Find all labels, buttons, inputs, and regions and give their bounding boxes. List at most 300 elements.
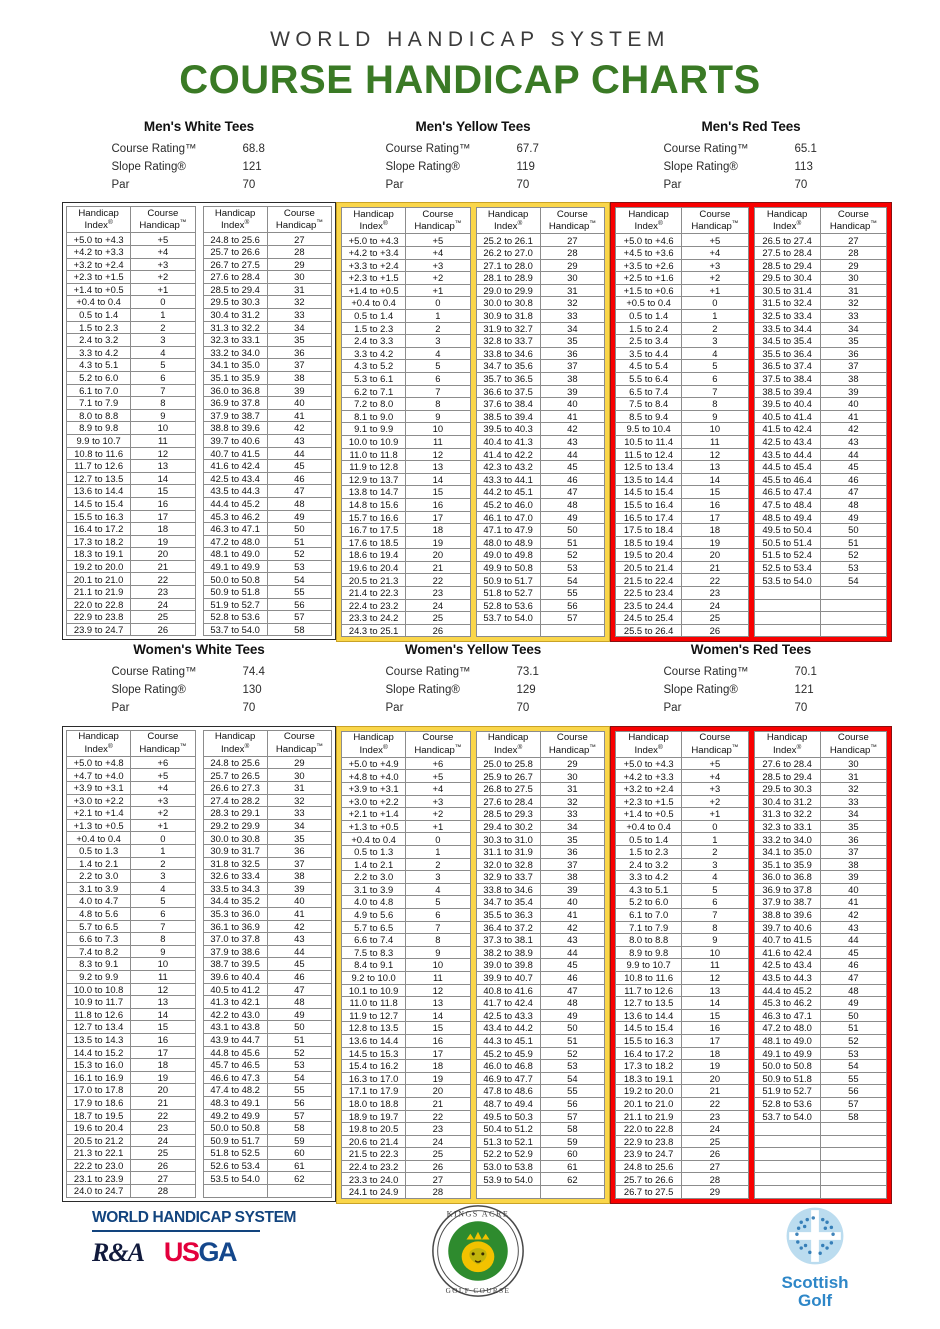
- handicap-index-cell: 25.0 to 25.8: [476, 757, 540, 770]
- handicap-index-cell: +1.4 to +0.5: [342, 284, 406, 297]
- course-handicap-cell: 22: [682, 1097, 748, 1110]
- handicap-index-cell: 33.8 to 34.6: [476, 347, 540, 360]
- table-row: [754, 524, 887, 537]
- table-row: [203, 548, 332, 561]
- column-header-handicap-index: Handicap Index®: [67, 730, 131, 756]
- course-handicap-cell: 7: [406, 921, 470, 934]
- course-handicap-cell: 37: [540, 858, 604, 871]
- course-handicap-cell: 11: [682, 959, 748, 972]
- par-value: 70: [794, 178, 808, 191]
- table-row: [67, 271, 196, 284]
- handicap-index-cell: 17.0 to 17.8: [67, 1084, 131, 1097]
- handicap-index-cell: [476, 624, 540, 637]
- table-row: [616, 934, 749, 947]
- course-handicap-cell: 36: [820, 833, 886, 846]
- handicap-index-cell: [754, 587, 820, 600]
- table-row: [754, 624, 887, 637]
- par-label: Par: [385, 702, 404, 715]
- footer-logos: [0, 1201, 940, 1321]
- handicap-index-cell: 2.5 to 3.4: [616, 335, 682, 348]
- page-title: COURSE HANDICAP CHARTS: [179, 58, 761, 102]
- table-row: [476, 486, 605, 499]
- column-header-course-handicap: Course Handicap™: [406, 208, 470, 234]
- par-row: [386, 700, 561, 718]
- handicap-index-cell: 47.4 to 48.2: [203, 1084, 267, 1097]
- course-handicap-cell: 30: [540, 770, 604, 783]
- table-row: [754, 297, 887, 310]
- slope-rating-row: [112, 159, 287, 177]
- course-handicap-cell: 50: [540, 1022, 604, 1035]
- table-row: [67, 233, 196, 246]
- handicap-index-cell: 7.5 to 8.4: [616, 398, 682, 411]
- course-handicap-cell: 60: [267, 1147, 331, 1160]
- course-handicap-cell: 26: [682, 1148, 748, 1161]
- par-label: Par: [663, 702, 682, 715]
- table-row: [342, 959, 471, 972]
- table-row: [476, 612, 605, 625]
- handicap-index-cell: 27.6 to 28.4: [476, 795, 540, 808]
- handicap-index-cell: 51.9 to 52.7: [203, 598, 267, 611]
- table-header-row: [476, 731, 605, 757]
- course-handicap-cell: 37: [267, 359, 331, 372]
- course-handicap-cell: +4: [406, 247, 470, 260]
- course-handicap-cell: 55: [267, 1084, 331, 1097]
- course-handicap-cell: 33: [267, 309, 331, 322]
- handicap-index-cell: 28.5 to 29.4: [203, 283, 267, 296]
- course-handicap-cell: 46: [540, 473, 604, 486]
- handicap-index-cell: 30.9 to 31.8: [476, 310, 540, 323]
- handicap-index-cell: +3.2 to +2.4: [616, 783, 682, 796]
- course-handicap-cell: 54: [267, 1071, 331, 1084]
- table-row: [342, 808, 471, 821]
- handicap-index-cell: 49.1 to 49.9: [754, 1047, 820, 1060]
- table-row: [342, 486, 471, 499]
- course-handicap-cell: [820, 599, 886, 612]
- kings-acre-golf-course-logo: [430, 1203, 526, 1299]
- course-handicap-cell: 33: [267, 807, 331, 820]
- table-row: [342, 1097, 471, 1110]
- handicap-index-cell: 53.5 to 54.0: [203, 1172, 267, 1185]
- table-row: [616, 498, 749, 511]
- course-handicap-cell: 34: [267, 819, 331, 832]
- course-handicap-cell: 34: [820, 808, 886, 821]
- course-handicap-cell: 21: [682, 1085, 748, 1098]
- course-handicap-cell: 15: [682, 1009, 748, 1022]
- handicap-index-cell: 45.7 to 46.5: [203, 1059, 267, 1072]
- handicap-index-cell: 35.1 to 35.9: [203, 371, 267, 384]
- handicap-index-cell: 32.3 to 33.1: [754, 820, 820, 833]
- handicap-index-cell: 9.2 to 10.0: [342, 971, 406, 984]
- handicap-index-cell: 39.5 to 40.4: [754, 398, 820, 411]
- course-handicap-cell: 57: [540, 1110, 604, 1123]
- chart-block-men-s-red-tees: [610, 119, 892, 642]
- course-handicap-cell: +3: [682, 783, 748, 796]
- table-row: [342, 1173, 471, 1186]
- handicap-index-cell: 10.9 to 11.7: [67, 996, 131, 1009]
- course-handicap-cell: 35: [820, 820, 886, 833]
- course-handicap-cell: 59: [267, 1134, 331, 1147]
- course-handicap-cell: 42: [820, 423, 886, 436]
- handicap-index-cell: 44.4 to 45.2: [754, 984, 820, 997]
- course-handicap-cell: 26: [406, 1160, 470, 1173]
- table-row: [342, 322, 471, 335]
- table-row: [203, 371, 332, 384]
- handicap-index-cell: +2.3 to +1.5: [616, 795, 682, 808]
- course-handicap-cell: 17: [682, 1034, 748, 1047]
- course-handicap-cell: 11: [682, 435, 748, 448]
- table-row: [67, 296, 196, 309]
- table-row: [616, 624, 749, 637]
- course-handicap-cell: 44: [540, 448, 604, 461]
- handicap-index-cell: 44.5 to 45.4: [754, 461, 820, 474]
- handicap-index-cell: 37.0 to 37.8: [203, 933, 267, 946]
- handicap-index-cell: 10.8 to 11.6: [616, 971, 682, 984]
- table-row: [754, 1060, 887, 1073]
- table-row: [203, 996, 332, 1009]
- handicap-index-cell: 26.8 to 27.5: [476, 783, 540, 796]
- course-handicap-cell: 39: [267, 384, 331, 397]
- handicap-index-cell: 14.5 to 15.3: [342, 1047, 406, 1060]
- handicap-index-cell: 18.6 to 19.4: [342, 549, 406, 562]
- course-handicap-cell: 53: [267, 560, 331, 573]
- table-row: [616, 833, 749, 846]
- handicap-index-cell: 46.0 to 46.8: [476, 1060, 540, 1073]
- handicap-index-cell: 27.6 to 28.4: [203, 271, 267, 284]
- handicap-index-cell: 40.8 to 41.6: [476, 984, 540, 997]
- handicap-table-columns: [341, 207, 605, 637]
- course-handicap-cell: 34: [540, 820, 604, 833]
- table-row: [342, 272, 471, 285]
- course-handicap-cell: 15: [131, 485, 195, 498]
- handicap-index-cell: +1.4 to +0.5: [67, 283, 131, 296]
- table-row: [203, 958, 332, 971]
- table-row: [616, 971, 749, 984]
- handicap-index-cell: +2.1 to +1.4: [342, 808, 406, 821]
- course-handicap-cell: 23: [131, 586, 195, 599]
- handicap-index-cell: 15.5 to 16.4: [616, 498, 682, 511]
- table-row: [616, 1110, 749, 1123]
- handicap-index-cell: 21.1 to 21.9: [616, 1110, 682, 1123]
- table-row: [616, 410, 749, 423]
- table-row: [754, 574, 887, 587]
- handicap-table-columns: [66, 206, 332, 636]
- course-handicap-cell: 11: [131, 434, 195, 447]
- table-row: [203, 1185, 332, 1198]
- course-handicap-cell: 25: [406, 1148, 470, 1161]
- table-header-row: [754, 731, 887, 757]
- course-handicap-cell: 23: [406, 587, 470, 600]
- table-row: [616, 360, 749, 373]
- course-rating-row: [386, 664, 561, 682]
- course-handicap-cell: 25: [131, 1147, 195, 1160]
- par-value: 70: [516, 178, 530, 191]
- course-handicap-cell: 48: [820, 984, 886, 997]
- table-row: [342, 372, 471, 385]
- handicap-index-cell: 14.8 to 15.6: [342, 498, 406, 511]
- table-row: [67, 1021, 196, 1034]
- handicap-index-cell: 16.3 to 17.0: [342, 1072, 406, 1085]
- course-handicap-cell: +4: [131, 782, 195, 795]
- course-handicap-cell: 8: [406, 934, 470, 947]
- handicap-index-cell: 31.9 to 32.7: [476, 322, 540, 335]
- course-handicap-cell: 6: [406, 372, 470, 385]
- handicap-index-cell: 15.4 to 16.2: [342, 1060, 406, 1073]
- course-handicap-cell: 15: [131, 1021, 195, 1034]
- handicap-index-cell: 47.2 to 48.0: [754, 1022, 820, 1035]
- table-row: [616, 587, 749, 600]
- handicap-index-cell: 37.6 to 38.4: [476, 398, 540, 411]
- table-row: [67, 548, 196, 561]
- handicap-index-cell: [476, 1186, 540, 1199]
- handicap-index-cell: 19.2 to 20.0: [616, 1085, 682, 1098]
- table-row: [203, 782, 332, 795]
- course-handicap-cell: 62: [267, 1172, 331, 1185]
- slope-rating-row: [112, 682, 287, 700]
- chart-block-men-s-white-tees: [62, 119, 336, 642]
- table-row: [616, 272, 749, 285]
- table-row: [476, 461, 605, 474]
- handicap-index-cell: 6.1 to 7.0: [616, 909, 682, 922]
- course-handicap-cell: 2: [131, 321, 195, 334]
- course-handicap-cell: [820, 612, 886, 625]
- table-row: [342, 971, 471, 984]
- handicap-index-cell: +4.2 to +3.3: [616, 770, 682, 783]
- handicap-index-cell: 41.3 to 42.1: [203, 996, 267, 1009]
- table-row: [754, 1085, 887, 1098]
- table-row: [476, 259, 605, 272]
- course-handicap-cell: 40: [267, 895, 331, 908]
- handicap-table-right: [203, 206, 333, 636]
- handicap-index-cell: 14.5 to 15.4: [67, 497, 131, 510]
- handicap-index-cell: 12.7 to 13.4: [67, 1021, 131, 1034]
- table-row: [476, 1009, 605, 1022]
- course-handicap-cell: 46: [820, 473, 886, 486]
- table-row: [616, 1097, 749, 1110]
- table-row: [476, 909, 605, 922]
- handicap-index-cell: 44.3 to 45.1: [476, 1034, 540, 1047]
- table-row: [67, 756, 196, 769]
- table-row: [203, 794, 332, 807]
- table-row: [67, 510, 196, 523]
- handicap-index-cell: 47.5 to 48.4: [754, 498, 820, 511]
- table-row: [203, 832, 332, 845]
- handicap-table-columns: [66, 730, 332, 1198]
- handicap-index-cell: 48.0 to 48.9: [476, 536, 540, 549]
- table-row: [342, 435, 471, 448]
- table-row: [67, 409, 196, 422]
- handicap-index-cell: 40.5 to 41.4: [754, 410, 820, 423]
- table-row: [754, 946, 887, 959]
- table-row: [476, 284, 605, 297]
- table-row: [203, 1122, 332, 1135]
- course-handicap-cell: 25: [682, 1135, 748, 1148]
- table-row: [342, 1186, 471, 1199]
- course-handicap-cell: 8: [406, 398, 470, 411]
- handicap-index-cell: 35.5 to 36.4: [754, 347, 820, 360]
- table-row: [203, 384, 332, 397]
- course-handicap-cell: 47: [820, 486, 886, 499]
- course-handicap-cell: 19: [406, 536, 470, 549]
- handicap-index-cell: 48.3 to 49.1: [203, 1096, 267, 1109]
- table-row: [476, 599, 605, 612]
- course-handicap-cell: 36: [540, 347, 604, 360]
- table-row: [203, 983, 332, 996]
- course-handicap-cell: 49: [540, 1009, 604, 1022]
- handicap-index-cell: +1.3 to +0.5: [67, 819, 131, 832]
- table-header-row: [203, 207, 332, 233]
- course-handicap-cell: 29: [267, 258, 331, 271]
- table-row: [203, 535, 332, 548]
- handicap-index-cell: 40.5 to 41.2: [203, 983, 267, 996]
- handicap-index-cell: 1.5 to 2.3: [67, 321, 131, 334]
- course-handicap-cell: 55: [540, 587, 604, 600]
- wps-logo-text: WORLD HANDICAP SYSTEM: [92, 1209, 297, 1226]
- course-handicap-cell: 1: [682, 833, 748, 846]
- handicap-index-cell: 34.1 to 35.0: [203, 359, 267, 372]
- course-handicap-cell: [820, 1160, 886, 1173]
- handicap-index-cell: 46.5 to 47.4: [754, 486, 820, 499]
- handicap-index-cell: 8.4 to 9.1: [342, 959, 406, 972]
- handicap-index-cell: 17.9 to 18.6: [67, 1096, 131, 1109]
- table-row: [67, 598, 196, 611]
- table-row: [476, 335, 605, 348]
- table-row: [754, 971, 887, 984]
- handicap-index-cell: [203, 1185, 267, 1198]
- course-handicap-cell: 58: [267, 1122, 331, 1135]
- table-row: [754, 833, 887, 846]
- handicap-table-frame: [336, 202, 610, 642]
- page-kicker: WORLD HANDICAP SYSTEM: [270, 28, 670, 51]
- handicap-index-cell: 13.5 to 14.3: [67, 1033, 131, 1046]
- handicap-index-cell: +5.0 to +4.3: [342, 234, 406, 247]
- handicap-index-cell: 28.5 to 29.4: [754, 770, 820, 783]
- table-row: [342, 398, 471, 411]
- course-handicap-cell: 30: [267, 769, 331, 782]
- table-row: [754, 372, 887, 385]
- column-header-handicap-index: Handicap Index®: [203, 207, 267, 233]
- course-handicap-cell: 13: [406, 461, 470, 474]
- table-row: [616, 297, 749, 310]
- table-row: [616, 946, 749, 959]
- handicap-index-cell: 11.7 to 12.6: [67, 460, 131, 473]
- table-row: [67, 535, 196, 548]
- handicap-index-cell: 2.4 to 3.2: [67, 334, 131, 347]
- course-handicap-cell: 54: [540, 574, 604, 587]
- column-header-handicap-index: Handicap Index®: [67, 207, 131, 233]
- table-row: [754, 385, 887, 398]
- table-row: [616, 820, 749, 833]
- handicap-index-cell: 31.3 to 32.2: [203, 321, 267, 334]
- handicap-index-cell: +3.3 to +2.4: [342, 259, 406, 272]
- course-handicap-cell: 14: [131, 472, 195, 485]
- course-handicap-cell: 30: [820, 272, 886, 285]
- table-row: [67, 870, 196, 883]
- handicap-index-cell: 26.5 to 27.4: [754, 234, 820, 247]
- table-row: [754, 587, 887, 600]
- handicap-index-cell: 10.5 to 11.4: [616, 435, 682, 448]
- course-handicap-cell: 54: [820, 1060, 886, 1073]
- handicap-index-cell: 1.5 to 2.3: [342, 322, 406, 335]
- handicap-index-cell: +2.1 to +1.4: [67, 807, 131, 820]
- handicap-index-cell: 41.6 to 42.4: [203, 460, 267, 473]
- handicap-index-cell: 37.9 to 38.7: [203, 409, 267, 422]
- column-header-handicap-index: Handicap Index®: [203, 730, 267, 756]
- handicap-index-cell: 51.5 to 52.4: [754, 549, 820, 562]
- handicap-index-cell: 28.1 to 28.9: [476, 272, 540, 285]
- table-row: [342, 1160, 471, 1173]
- course-handicap-cell: 40: [540, 398, 604, 411]
- handicap-index-cell: 30.0 to 30.8: [476, 297, 540, 310]
- course-handicap-cell: 12: [131, 983, 195, 996]
- handicap-index-cell: 24.1 to 24.9: [342, 1186, 406, 1199]
- handicap-table-right: [476, 731, 606, 1199]
- slope-rating-row: [386, 159, 561, 177]
- table-row: [67, 359, 196, 372]
- course-handicap-cell: 32: [540, 297, 604, 310]
- table-row: [476, 347, 605, 360]
- handicap-index-cell: 9.2 to 9.9: [67, 970, 131, 983]
- handicap-index-cell: [754, 624, 820, 637]
- table-row: [476, 448, 605, 461]
- table-row: [67, 782, 196, 795]
- handicap-index-cell: 43.4 to 44.2: [476, 1022, 540, 1035]
- handicap-index-cell: 30.4 to 31.2: [203, 309, 267, 322]
- course-handicap-cell: 16: [406, 498, 470, 511]
- table-row: [476, 511, 605, 524]
- table-row: [476, 757, 605, 770]
- handicap-index-cell: 24.8 to 25.6: [616, 1160, 682, 1173]
- table-row: [616, 883, 749, 896]
- handicap-index-cell: 11.9 to 12.7: [342, 1009, 406, 1022]
- table-row: [203, 908, 332, 921]
- handicap-index-cell: 0.5 to 1.4: [67, 309, 131, 322]
- table-row: [67, 523, 196, 536]
- course-handicap-cell: 1: [406, 846, 470, 859]
- handicap-index-cell: 4.3 to 5.2: [342, 360, 406, 373]
- column-header-course-handicap: Course Handicap™: [540, 208, 604, 234]
- randa-logo-text: R&A: [92, 1237, 144, 1267]
- handicap-index-cell: 25.7 to 26.6: [203, 246, 267, 259]
- course-rating-row: [664, 141, 839, 159]
- handicap-index-cell: 19.6 to 20.4: [342, 561, 406, 574]
- course-handicap-cell: 58: [267, 623, 331, 636]
- handicap-index-cell: 53.9 to 54.0: [476, 1173, 540, 1186]
- table-row: [342, 511, 471, 524]
- handicap-index-cell: 3.3 to 4.2: [616, 871, 682, 884]
- table-row: [476, 896, 605, 909]
- table-row: [342, 574, 471, 587]
- table-row: [476, 360, 605, 373]
- course-rating-label: Course Rating™: [663, 143, 749, 155]
- svg-text:GOLF COURSE: GOLF COURSE: [445, 1287, 511, 1296]
- table-row: [67, 384, 196, 397]
- course-handicap-cell: 57: [540, 612, 604, 625]
- handicap-index-cell: 10.1 to 10.9: [342, 984, 406, 997]
- table-row: [754, 335, 887, 348]
- course-handicap-cell: 47: [540, 984, 604, 997]
- table-row: [342, 1022, 471, 1035]
- page-header: [0, 0, 940, 103]
- handicap-index-cell: 4.0 to 4.8: [342, 896, 406, 909]
- course-handicap-cell: 37: [820, 846, 886, 859]
- table-row: [67, 920, 196, 933]
- course-handicap-cell: [540, 1186, 604, 1199]
- table-row: [476, 783, 605, 796]
- table-row: [342, 909, 471, 922]
- table-row: [342, 1009, 471, 1022]
- slope-rating-label: Slope Rating®: [663, 684, 738, 697]
- slope-rating-value: 121: [242, 160, 262, 173]
